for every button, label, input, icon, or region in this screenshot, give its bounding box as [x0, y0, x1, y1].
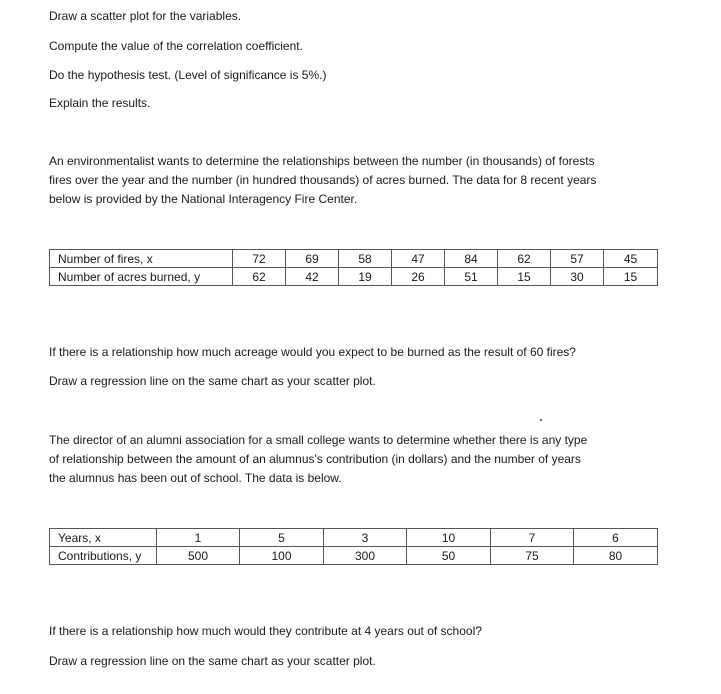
- table-cell: 19: [339, 268, 392, 286]
- table-cell: 1: [157, 529, 240, 547]
- instruction-scatter-plot: Draw a scatter plot for the variables.: [49, 9, 242, 23]
- table-cell: 47: [392, 250, 445, 268]
- table-cell: 10: [407, 529, 491, 547]
- problem1-intro-line: An environmentalist wants to determine the relationships between the number (in thousands) of forests: [49, 154, 595, 168]
- row-label: Years, x: [50, 529, 157, 547]
- table-cell: 6: [574, 529, 658, 547]
- table-cell: 100: [240, 547, 324, 565]
- row-label: Number of fires, x: [50, 250, 233, 268]
- problem1-intro-line: fires over the year and the number (in hundred thousands) of acres burned. The data for 8 recent years: [49, 173, 597, 187]
- instruction-explain: Explain the results.: [49, 96, 151, 110]
- table-row: [50, 547, 658, 565]
- table-cell: 15: [604, 268, 658, 286]
- problem2-intro-line: the alumnus has been out of school. The data is below.: [49, 471, 342, 485]
- table-cell: 45: [604, 250, 658, 268]
- table-cell: 26: [392, 268, 445, 286]
- problem1-intro-line: below is provided by the National Interagency Fire Center.: [49, 192, 358, 206]
- problem2-question: If there is a relationship how much would they contribute at 4 years out of school?: [49, 624, 482, 638]
- table-cell: 500: [157, 547, 240, 565]
- table-cell: 300: [324, 547, 407, 565]
- stray-dot: [540, 419, 542, 421]
- table-cell: 69: [286, 250, 339, 268]
- table-cell: 5: [240, 529, 324, 547]
- table-row: [50, 250, 658, 268]
- table-cell: 84: [445, 250, 498, 268]
- table-cell: 80: [574, 547, 658, 565]
- row-label: Number of acres burned, y: [50, 268, 233, 286]
- table-cell: 62: [233, 268, 286, 286]
- table-row: [50, 268, 658, 286]
- problem2-intro: [49, 431, 661, 488]
- problem1-regression-note: Draw a regression line on the same chart as your scatter plot.: [49, 374, 376, 388]
- table-cell: 75: [491, 547, 574, 565]
- table-cell: 3: [324, 529, 407, 547]
- instruction-hypothesis-test: Do the hypothesis test. (Level of significance is 5%.): [49, 68, 327, 82]
- problem2-regression-note: Draw a regression line on the same chart as your scatter plot.: [49, 654, 376, 668]
- table-cell: 15: [498, 268, 551, 286]
- table-row: [50, 529, 658, 547]
- problem2-intro-line: The director of an alumni association for a small college wants to determine whether there is any type: [49, 433, 588, 447]
- problem2-intro-line: of relationship between the amount of an alumnus's contribution (in dollars) and the number of years: [49, 452, 581, 466]
- years-contributions-table: [49, 528, 658, 565]
- table-cell: 7: [491, 529, 574, 547]
- table-cell: 51: [445, 268, 498, 286]
- fires-acres-table: [49, 249, 658, 286]
- instruction-correlation: Compute the value of the correlation coefficient.: [49, 39, 303, 53]
- row-label: Contributions, y: [50, 547, 157, 565]
- table-cell: 42: [286, 268, 339, 286]
- problem1-intro: [49, 152, 661, 209]
- table-cell: 30: [551, 268, 604, 286]
- table-cell: 72: [233, 250, 286, 268]
- table-cell: 62: [498, 250, 551, 268]
- table-cell: 58: [339, 250, 392, 268]
- table-cell: 57: [551, 250, 604, 268]
- problem1-question: If there is a relationship how much acreage would you expect to be burned as the result of 60 fires?: [49, 345, 576, 359]
- table-cell: 50: [407, 547, 491, 565]
